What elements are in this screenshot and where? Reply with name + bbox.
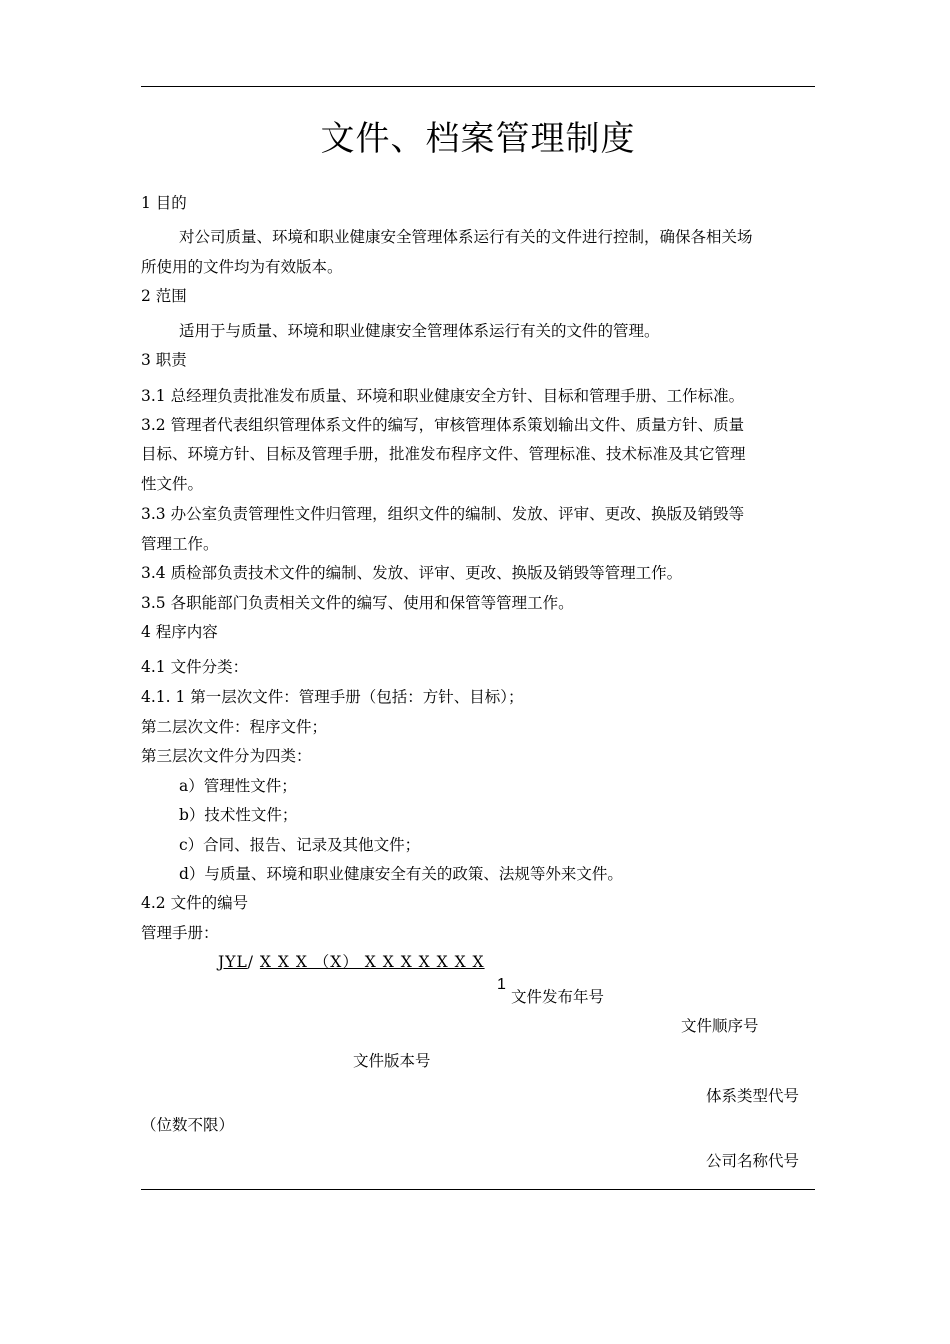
label-release-year: 文件发布年号 [511, 988, 605, 1006]
item-3-1: 3.1 总经理负责批准发布质量、环境和职业健康安全方针、目标和管理手册、工作标准。 [141, 387, 745, 405]
section-1-paragraph-line-2: 所使用的文件均为有效版本。 [141, 258, 343, 276]
code-prefix: JYL [218, 953, 248, 971]
item-3-2-line-1: 3.2 管理者代表组织管理体系文件的编写，审核管理体系策划输出文件、质量方针、质量 [141, 416, 745, 434]
bottom-rule [141, 1189, 815, 1190]
code-pattern: X X X （X） X X X X X X X [259, 953, 485, 971]
item-3-5: 3.5 各职能部门负责相关文件的编写、使用和保管等管理工作。 [141, 594, 574, 612]
code-slash: / [247, 953, 254, 971]
item-3-2-line-3: 性文件。 [141, 475, 204, 493]
layer-2-files: 第二层次文件：程序文件； [141, 718, 328, 736]
section-3-heading: 3 职责 [141, 351, 187, 369]
item-3-3-line-1: 3.3 办公室负责管理性文件归管理，组织文件的编制、发放、评审、更改、换版及销毁等 [141, 505, 745, 523]
label-sequence-number: 文件顺序号 [681, 1017, 759, 1035]
code-marker: 1 [497, 976, 506, 993]
item-3-3-line-2: 管理工作。 [141, 535, 219, 553]
label-digits-unlimited: （位数不限） [141, 1116, 235, 1134]
document-title: 文件、档案管理制度 [320, 119, 636, 159]
list-item-c: c）合同、报告、记录及其他文件； [179, 836, 421, 854]
layer-3-files: 第三层次文件分为四类： [141, 747, 312, 765]
label-system-type-code: 体系类型代号 [706, 1087, 800, 1105]
manual-label: 管理手册： [141, 924, 219, 942]
list-item-d: d）与质量、环境和职业健康安全有关的政策、法规等外来文件。 [179, 865, 623, 883]
label-version-number: 文件版本号 [353, 1052, 431, 1070]
item-4-2: 4.2 文件的编号 [141, 894, 249, 912]
label-company-code: 公司名称代号 [706, 1152, 800, 1170]
item-4-1-1: 4.1. 1 第一层次文件：管理手册（包括：方针、目标）； [141, 688, 524, 706]
top-rule [141, 86, 815, 87]
section-1-paragraph-line-1: 对公司质量、环境和职业健康安全管理体系运行有关的文件进行控制，确保各相关场 [179, 228, 753, 246]
item-3-4: 3.4 质检部负责技术文件的编制、发放、评审、更改、换版及销毁等管理工作。 [141, 564, 683, 582]
list-item-a: a）管理性文件； [179, 777, 297, 795]
document-code-scheme [218, 951, 485, 973]
list-item-b: b）技术性文件； [179, 806, 298, 824]
section-1-heading: 1 目的 [141, 194, 187, 212]
item-3-2-line-2: 目标、环境方针、目标及管理手册，批准发布程序文件、管理标准、技术标准及其它管理 [141, 445, 746, 463]
section-2-paragraph: 适用于与质量、环境和职业健康安全管理体系运行有关的文件的管理。 [179, 322, 660, 340]
section-2-heading: 2 范围 [141, 287, 187, 305]
section-4-heading: 4 程序内容 [141, 623, 218, 641]
item-4-1: 4.1 文件分类： [141, 658, 249, 676]
